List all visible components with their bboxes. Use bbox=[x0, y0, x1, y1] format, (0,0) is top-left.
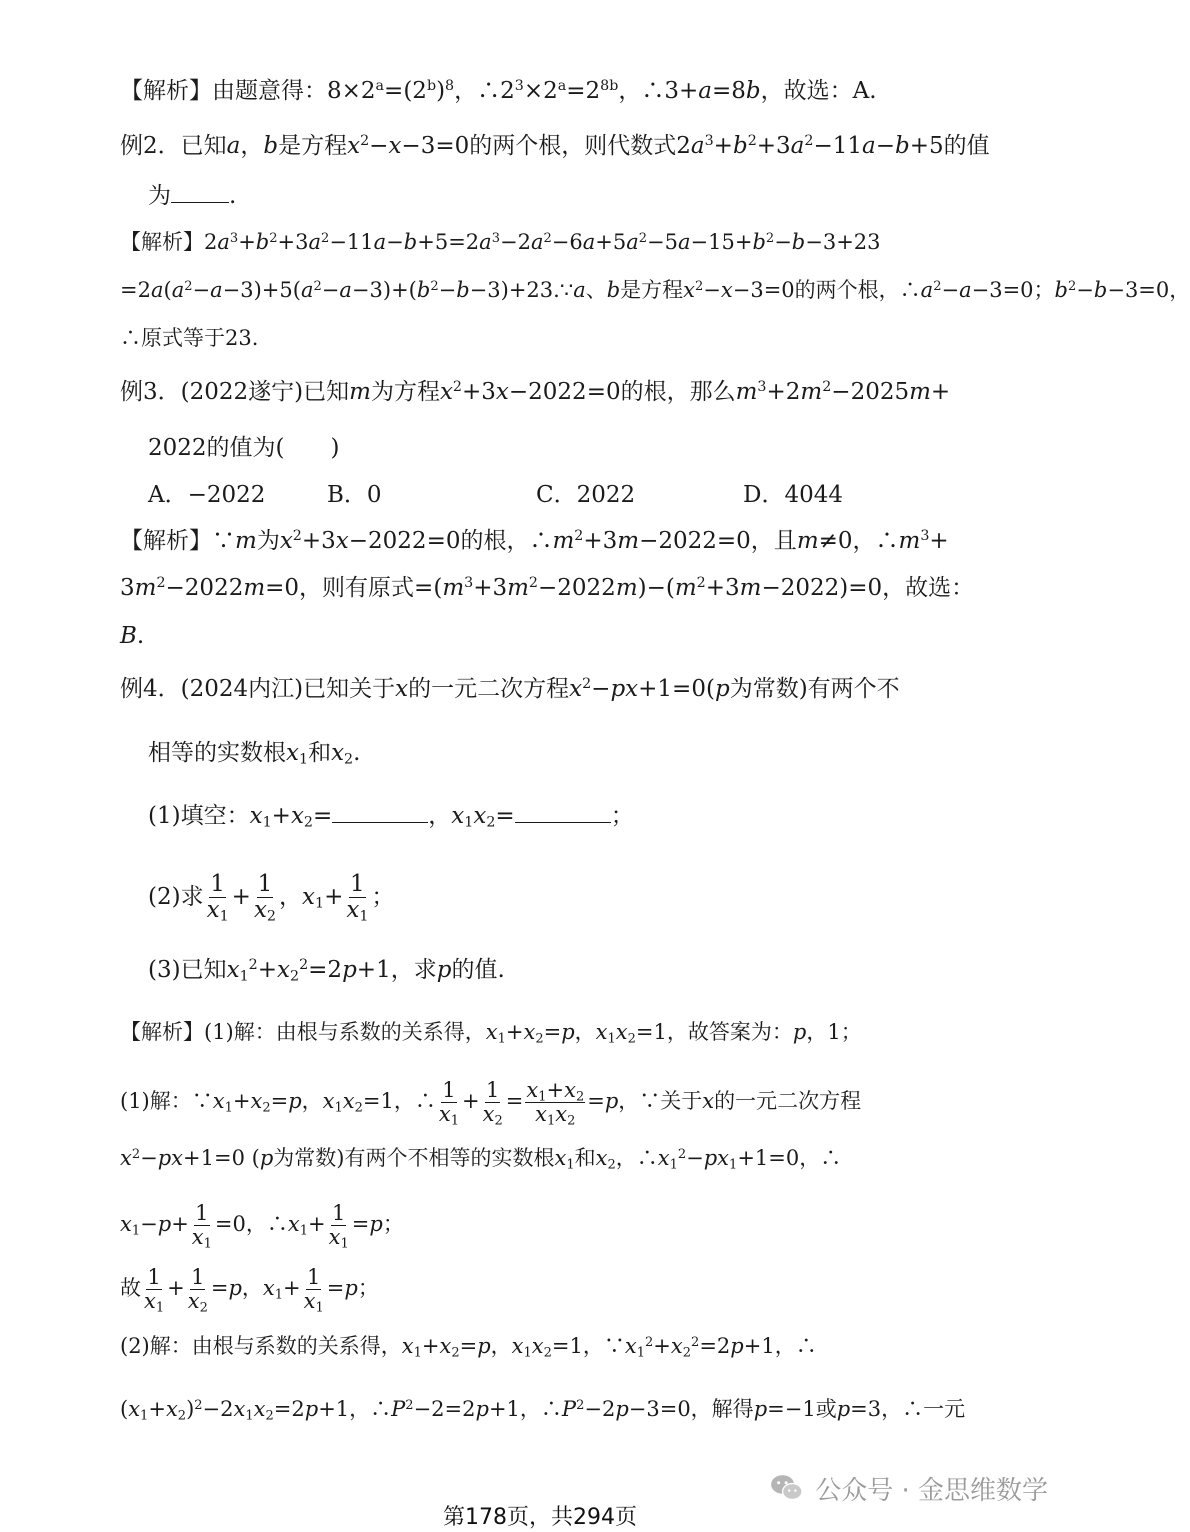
option-d: D．4044 bbox=[743, 482, 843, 508]
solution-ex1-math: 【解析】由题意得：$8\times 2^a=(2^b)^8$，$\therefore 2^3\times 2^a=2^{8b}$，∴3+a=8b，故选：A. bbox=[120, 78, 877, 104]
example2-question: 例2．已知a，b是方程$x^2-x-3=0$的两个根，则代数式$2a^3+b^2+3a^2-11a-b+5$的值 bbox=[120, 133, 990, 159]
example3-question: 例3．(2022遂宁)已知m为方程$x^2+3x-2022=0$的根，那么$m^3+2m^2-2025m+$ bbox=[120, 379, 951, 405]
wechat-icon bbox=[769, 1473, 805, 1503]
option-a: A．−2022 bbox=[148, 482, 266, 508]
watermark-text: 公众号 · 金思维数学 bbox=[815, 1475, 1048, 1506]
example2-solution-2: $=2a(a^2-a-3)+5(a^2-a-3)+(b^2-b-3)+23.\because a$、b是方程$x^2-x-3=0$的两个根，$\therefore a^2-a-3=0$；$b^2-b-3=0$， bbox=[120, 278, 1190, 302]
example3-solution-2: $3m^2-2022m=0$，则有原式$=(m^3+3m^2-2022m)-(m^2+3m-2022)=0$，故选： bbox=[120, 575, 975, 601]
example4-solution-1: 【解析】(1)解：由根与系数的关系得，$x_1+x_2=p$，$x_1x_2=1$，故答案为：p，1； bbox=[120, 1020, 862, 1047]
example3-solution-1: 【解析】∵m为$x^2+3x-2022=0$的根，$\therefore m^2+3m-2022=0$，且m≠0，$\therefore m^3+$ bbox=[120, 528, 949, 554]
example4-solution-7: $(x_1+x_2)^2-2x_1x_2=2p+1$，$\therefore P^2-2=2p+1$，$\therefore P^2-2p-3=0$，解得p=−1或p=3，∴一元 bbox=[120, 1397, 966, 1424]
example4-solution-3: $x^2-px+1=0$ (p为常数)有两个不相等的实数根$x_1$和$x_2$，$\therefore x_1^2-px_1+1=0$，∴ bbox=[120, 1146, 842, 1173]
example4-part3: (3)已知$x_1^2+x_2^2=2p+1$，求p的值. bbox=[148, 957, 505, 985]
page-number: 第178页，共294页 bbox=[443, 1505, 637, 1530]
example3-solution-3: B. bbox=[120, 623, 145, 649]
example2-question-cont: 为 . bbox=[148, 183, 237, 209]
example4-question: 例4．(2024内江)已知关于x的一元二次方程$x^2-px+1=0(p$为常数)有两个不 bbox=[120, 676, 900, 702]
solution-ex1 bbox=[120, 76, 877, 106]
example4-part1: (1)填空：$x_1+x_2=$ ，$x_1x_2=$ ； bbox=[148, 803, 634, 831]
example4-solution-5: 故 $\frac{1}{x_1}$ + $\frac{1}{x_2}$ =p，$x_1+$ $\frac{1}{x_1}$ =p； bbox=[120, 1265, 379, 1316]
option-c: C．2022 bbox=[536, 482, 636, 508]
example4-question-cont: 相等的实数根$x_1$和$x_2$. bbox=[148, 740, 361, 768]
example2-solution-1: 【解析】$2a^3+b^2+3a^2-11a-b+5=2a^3-2a^2-6a+5a^2-5a-15+b^2-b-3+23$ bbox=[120, 230, 881, 254]
example4-part2: (2)求 $\frac{1}{x_1}$ + $\frac{1}{x_2}$ ，$x_1+$ $\frac{1}{x_1}$ ； bbox=[148, 871, 395, 925]
example4-solution-2: (1)解：$\because x_1+x_2=p$，$x_1x_2=1$，∴ $\frac{1}{x_1}$ + $\frac{1}{x_2}$ = $\frac{x_1+x_2}{x_1x_2}$ =p，∵关于x的一元二次方程 bbox=[120, 1078, 862, 1129]
example3-question-cont: 2022的值为( ) bbox=[148, 435, 340, 461]
example4-solution-6: (2)解：由根与系数的关系得，$x_1+x_2=p$，$x_1x_2=1$，$\because x_1^2+x_2^2=2p+1$，∴ bbox=[120, 1334, 817, 1361]
example4-solution-4: $x_1-p+$ $\frac{1}{x_1}$ =0，$\therefore x_1+$ $\frac{1}{x_1}$ =p； bbox=[120, 1201, 404, 1252]
option-b: B．0 bbox=[327, 482, 382, 508]
example2-solution-3: ∴原式等于23. bbox=[120, 326, 259, 350]
